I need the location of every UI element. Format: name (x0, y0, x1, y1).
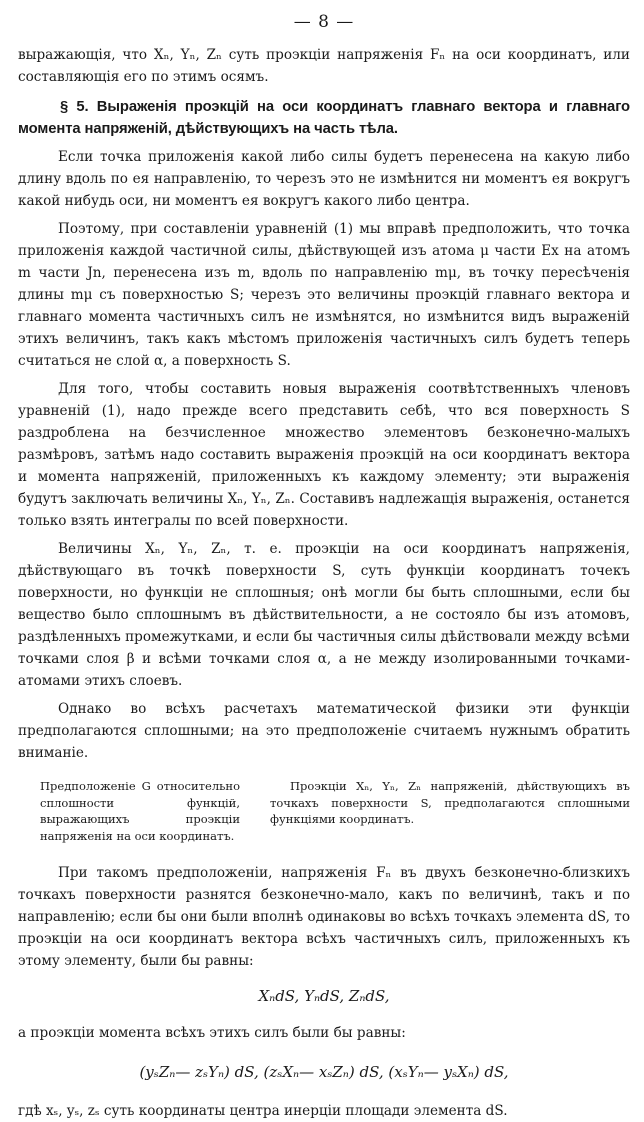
paragraph-4: Величины Xₙ, Yₙ, Zₙ, т. е. проэкціи на оси координатъ напряженія, дѣйствующаго въ точкѣ поверхности S, суть функціи координатъ точекъ поверхности, но функціи не сплошныя; онѣ могли бы быть сплошными, если бы вещество было сплошнымъ въ дѣйствительности, а не состояло бы изъ атомовъ, раздѣленныхъ промежутками, и если бы частичныя силы дѣйствовали между всѣми точками слоя β и всѣми точками слоя α, а не между изолированными точками-атомами этихъ слоевъ. (18, 541, 630, 689)
page-number: — 8 — (293, 12, 355, 32)
paragraph-1: Если точка приложенія какой либо силы будетъ перенесена на какую либо длину вдоль по ея направленію, то черезъ это не измѣнится ни моментъ ея вокругъ какой нибудь оси, ни моментъ ея вокругъ какого либо центра. (18, 149, 630, 209)
paragraph-2: Поэтому, при составленіи уравненій (1) мы вправѣ предположить, что точка приложенія каждой частичной силы, дѣйствующей изъ атома μ части Ex на атомъ m части Jn, перенесена изъ m, вдоль по направленію mμ, въ точку пересѣченія длины mμ съ поверхностью S; черезъ это величины проэкцій главнаго вектора и главнаго момента частичныхъ силъ не измѣнятся, но измѣнится видъ выраженій этихъ величинъ, такъ какъ мѣстомъ приложенія частичныхъ силъ будетъ теперь считаться не слой α, а поверхность S. (18, 221, 630, 369)
section-heading: § 5. Выраженія проэкцій на оси координатъ главнаго вектора и главнаго момента напряженій, дѣйствующихъ на часть тѣла. (18, 99, 630, 137)
proposition-block (18, 778, 630, 844)
side-note: Предположеніе G относительно сплошности функцій, выражающихъ проэкціи напряженія на оси координатъ. (40, 779, 240, 843)
moment-line: а проэкціи момента всѣхъ этихъ силъ были бы равны: (18, 1025, 406, 1041)
formula-vector: XₙdS, YₙdS, ZₙdS, (258, 987, 390, 1005)
paragraph-3: Для того, чтобы составить новыя выраженія соотвѣтственныхъ членовъ уравненій (1), надо прежде всего представить себѣ, что вся поверхность S раздроблена на безчисленное множество элементовъ безконечно-малыхъ размѣровъ, затѣмъ надо составить выраженія проэкцій на оси координатъ вектора и момента напряженій, приложенныхъ къ каждому элементу; эти выраженія будутъ заключать величины Xₙ, Yₙ, Zₙ. Составивъ надлежащія выраженія, останется только взять интегралы по всей поверхности. (18, 381, 630, 529)
continuation-paragraph: выражающія, что Xₙ, Yₙ, Zₙ суть проэкціи напряженія Fₙ на оси координатъ, или составляющія его по этимъ осямъ. (18, 47, 630, 85)
closing-line: гдѣ xₛ, yₛ, zₛ суть координаты центра инерціи площади элемента dS. (18, 1103, 508, 1119)
paragraph-5: Однако во всѣхъ расчетахъ математической физики эти функціи предполагаются сплошными; на это предположеніе считаемъ нужнымъ обратить вниманіе. (18, 701, 630, 761)
paragraph-after: При такомъ предположеніи, напряженія Fₙ въ двухъ безконечно-близкихъ точкахъ поверхности разнятся безконечно-мало, какъ по величинѣ, такъ и по направленію; если бы они были вполнѣ одинаковы во всѣхъ точкахъ элемента dS, то проэкціи на оси координатъ вектора всѣхъ частичныхъ силъ, приложенныхъ къ этому элементу, были бы равны: (18, 865, 630, 969)
formula-moment: (yₛZₙ— zₛYₙ) dS, (zₛXₙ— xₛZₙ) dS, (xₛYₙ— yₛXₙ) dS, (139, 1063, 509, 1081)
proposition: Проэкціи Xₙ, Yₙ, Zₙ напряженій, дѣйствующихъ въ точкахъ поверхности S, предполагаются сплошными функціями координатъ. (270, 779, 630, 826)
